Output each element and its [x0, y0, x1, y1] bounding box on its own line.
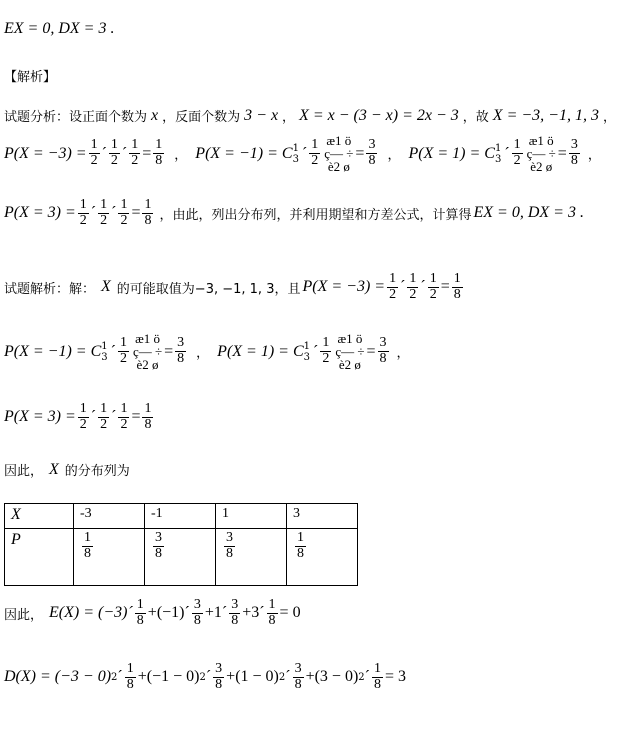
expr-3-minus-x: 3 − x [244, 106, 279, 124]
prob-line-4: P(X = 3) = $\frac{1}{2}$ ´ $\frac{1}{2}$ ´ $\frac{1}{2}$ = $\frac{1}{8}$ [4, 401, 152, 432]
conclusion-text: ，由此，列出分布列，并利用期望和方差公式，计算得 [159, 207, 472, 223]
p-minus3-label: P(X = −3) = [302, 278, 386, 296]
table-cell: $\frac{1}{8}$ [287, 529, 358, 586]
p-1-label: P(X = 1) = C [408, 144, 495, 162]
table-header-cell: 1 [216, 504, 287, 529]
table-cell: $\frac{1}{8}$ [74, 529, 145, 586]
table-row [5, 504, 358, 529]
solution-intro: 试题解析：解： X 的可能取值为−3, −1, 1, 3，且 P(X = −3) = $\frac{1}{2}$ ´ $\frac{1}{2}$ ´ $\frac{1}{2}$ = $\frac{1}{8}$ [4, 271, 461, 302]
expectation-start: E(X) = (−3)´ [49, 604, 133, 622]
variance-result: = 3 [384, 668, 407, 686]
fraction-eighth: $\frac{1}{8}$ [155, 137, 163, 168]
p-3-label: P(X = 3) = [4, 408, 76, 426]
distribution-text: 的分布列为 [64, 464, 130, 479]
solution-label: 试题解析：解： [4, 281, 96, 297]
table-header-cell: 3 [287, 504, 358, 529]
solution-text: 的可能取值为−3, −1, 1, 3，且 [116, 281, 301, 297]
fraction-three-eighths: $\frac{3}{8}$ [570, 137, 578, 168]
fraction-half: $\frac{1}{2}$ [513, 137, 521, 168]
intro-text-1: 试题分析：设正面个数为 [4, 110, 148, 125]
prob-line-3: P(X = −1) = C 1 3 ´ $\frac{1}{2}$ æ1 ö ç— ÷ è2 ø = $\frac{3}{8}$ ， P(X = 1) = C 1 3 ´ $\frac{1}{2}$ æ1 ö ç— ÷ è2 ø = $\frac{3}{8}$ ， [4, 331, 410, 372]
table-cell: $\frac{3}{8}$ [216, 529, 287, 586]
comma: ， [282, 110, 296, 125]
variance-start: D(X) = (−3 − 0) [4, 668, 112, 686]
comma: ， [602, 110, 616, 125]
conclusion-result: EX = 0, DX = 3 . [473, 204, 584, 222]
answer-line [4, 20, 114, 38]
garbled-square-half: æ1 ö ç— ÷ è2 ø [526, 133, 556, 174]
table-header-cell: -3 [74, 504, 145, 529]
table-header-cell: -1 [145, 504, 216, 529]
p-minus1-label: P(X = −1) = C [195, 144, 293, 162]
analysis-heading-text: 【解析】 [4, 70, 57, 85]
therefore-text: 因此， [4, 464, 44, 479]
table-cell: $\frac{3}{8}$ [145, 529, 216, 586]
p-minus1-label: P(X = −1) = C [4, 342, 102, 360]
intro-text-3: ，故 [462, 110, 489, 125]
var-X: X [101, 278, 111, 296]
expectation-line: 因此， E(X) = (−3)´ $\frac{1}{8}$ +(−1)´ $\frac{3}{8}$ +1´ $\frac{3}{8}$ +3´ $\frac{1}{8}$ = 0 [4, 597, 301, 628]
var-X: X [49, 460, 59, 478]
table-row-label-P: P [5, 529, 74, 586]
distribution-intro [4, 460, 130, 479]
expectation-result: = 0 [279, 604, 301, 622]
table-header-X: X [5, 504, 74, 529]
table-row [5, 529, 358, 586]
analysis-intro [4, 106, 616, 125]
p-minus3-label: P(X = −3) = [4, 144, 87, 162]
prob-line-2: P(X = 3) = $\frac{1}{2}$ ´ $\frac{1}{2}$ ´ $\frac{1}{2}$ = $\frac{1}{8}$ ，由此，列出分布列，并利用期望和方差公式，计算得 EX = 0, DX = 3 . [4, 197, 584, 228]
fraction-half: $\frac{1}{2}$ [110, 137, 118, 168]
distribution-table [4, 503, 358, 586]
p-1-label: P(X = 1) = C [217, 342, 304, 360]
expr-X-values: X = −3, −1, 1, 3 [492, 106, 599, 124]
fraction-half: $\frac{1}{2}$ [311, 137, 319, 168]
intro-text-2: ，反面个数为 [162, 110, 241, 125]
var-x: x [151, 106, 159, 124]
garbled-square-half: æ1 ö ç— ÷ è2 ø [324, 133, 354, 174]
analysis-heading [4, 66, 56, 85]
answer-text: EX = 0, DX = 3 . [4, 20, 115, 37]
variance-line: D(X) = (−3 − 0) 2 ´ $\frac{1}{8}$ +(−1 − 0) 2 ´ $\frac{3}{8}$ +(1 − 0) 2 ´ $\frac{3}{8}$ +(3 − 0) 2 ´ $\frac{1}{8}$ = 3 [4, 661, 407, 692]
fraction-three-eighths: $\frac{3}{8}$ [368, 137, 376, 168]
fraction-half: $\frac{1}{2}$ [90, 137, 98, 168]
expr-X-def: X = x − (3 − x) = 2x − 3 [299, 106, 459, 124]
therefore-text: 因此， [4, 607, 44, 623]
p-3-label: P(X = 3) = [4, 204, 76, 222]
prob-line-1: P(X = −3) = $\frac{1}{2}$ ´ $\frac{1}{2}$ ´ $\frac{1}{2}$ = $\frac{1}{8}$ ， P(X = −1) = C 1 3 ´ $\frac{1}{2}$ æ1 ö ç— ÷ è2 ø = $\frac{3}{8}$ ， P(X = 1) = C 1 3 ´ $\frac{1}{2}$ æ1 ö ç— ÷ è2 ø = $\frac{3}{8}$ ， [4, 133, 601, 174]
fraction-half: $\frac{1}{2}$ [131, 137, 139, 168]
